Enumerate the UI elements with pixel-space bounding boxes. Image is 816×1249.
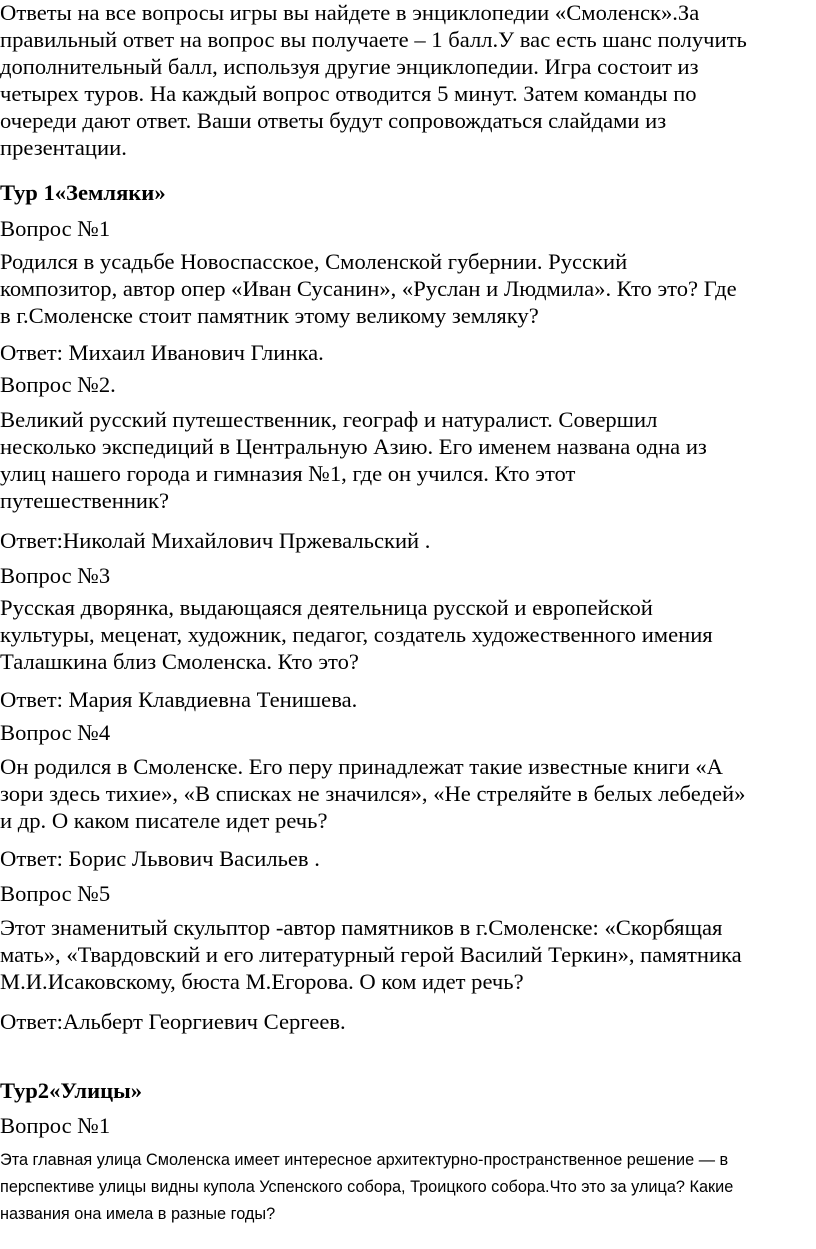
round-1-question-2-text: [0, 406, 812, 514]
round-1-title: Тур 1«Земляки»: [0, 180, 166, 205]
round-1-question-1-answer: Ответ: Михаил Иванович Глинка.: [0, 340, 324, 365]
round-1-question-2-answer: Ответ:Николай Михайлович Пржевальский .: [0, 528, 431, 553]
question-line: и др. О каком писателе идет речь?: [0, 808, 328, 833]
round-1-question-4-text: [0, 753, 812, 834]
round-2-question-1-label: Вопрос №1: [0, 1113, 111, 1138]
intro-line: четырех туров. На каждый вопрос отводится 5 минут. Затем команды по: [0, 81, 697, 106]
question-line: в г.Смоленске стоит памятник этому великому земляку?: [0, 303, 539, 328]
round-1-question-5-answer: Ответ:Альберт Георгиевич Сергеев.: [0, 1009, 346, 1034]
intro-paragraph: [0, 0, 812, 161]
question-line: Великий русский путешественник, географ и натуралист. Совершил: [0, 407, 658, 432]
intro-line: Ответы на все вопросы игры вы найдете в энциклопедии «Смоленск».За: [0, 0, 700, 25]
round-2-title: Тур2«Улицы»: [0, 1078, 143, 1103]
question-line: М.И.Исаковскому, бюста М.Егорова. О ком идет речь?: [0, 969, 524, 994]
question-line: культуры, меценат, художник, педагог, создатель художественного имения: [0, 622, 713, 647]
round-1-question-3-answer: Ответ: Мария Клавдиевна Тенишева.: [0, 687, 358, 712]
round-1-question-3-label: Вопрос №3: [0, 563, 111, 588]
question-line: Родился в усадьбе Новоспасское, Смоленской губернии. Русский: [0, 249, 628, 274]
intro-line: очереди дают ответ. Ваши ответы будут сопровождаться слайдами из: [0, 108, 667, 133]
question-line: несколько экспедиций в Центральную Азию. Его именем названа одна из: [0, 434, 707, 459]
question-line: улиц нашего города и гимназия №1, где он учился. Кто этот: [0, 461, 576, 486]
round-1-question-3-text: [0, 594, 812, 675]
intro-line: дополнительный балл, используя другие энциклопедии. Игра состоит из: [0, 54, 699, 79]
question-line: Этот знаменитый скульптор -автор памятников в г.Смоленске: «Скорбящая: [0, 915, 723, 940]
round-1-question-1-text: [0, 248, 812, 329]
question-line: мать», «Твардовский и его литературный герой Василий Теркин», памятника: [0, 942, 742, 967]
question-line: зори здесь тихие», «В списках не значился», «Не стреляйте в белых лебедей»: [0, 781, 746, 806]
intro-line: презентации.: [0, 135, 127, 160]
intro-line: правильный ответ на вопрос вы получаете – 1 балл.У вас есть шанс получить: [0, 27, 747, 52]
question-line: Талашкина близ Смоленска. Кто это?: [0, 649, 359, 674]
round-1-question-4-answer: Ответ: Борис Львович Васильев .: [0, 846, 320, 871]
question-line: путешественник?: [0, 488, 170, 513]
round-1-question-5-label: Вопрос №5: [0, 881, 111, 906]
round-1-question-5-text: [0, 914, 812, 995]
question-line: Русская дворянка, выдающаяся деятельница русской и европейской: [0, 595, 653, 620]
question-line: Он родился в Смоленске. Его перу принадлежат такие известные книги «А: [0, 754, 723, 779]
question-line: Эта главная улица Смоленска имеет интересное архитектурно-пространственное решение — в: [0, 1151, 729, 1169]
round-1-question-4-label: Вопрос №4: [0, 720, 111, 745]
question-line: названия она имела в разные годы?: [0, 1205, 276, 1223]
round-1-question-1-label: Вопрос №1: [0, 216, 111, 241]
question-line: композитор, автор опер «Иван Сусанин», «Руслан и Людмила». Кто это? Где: [0, 276, 737, 301]
round-1-question-2-label: Вопрос №2.: [0, 372, 116, 397]
question-line: перспективе улицы видны купола Успенского собора, Троицкого собора.Что это за улица? Какие: [0, 1178, 734, 1196]
round-2-question-1-text: [0, 1147, 812, 1228]
